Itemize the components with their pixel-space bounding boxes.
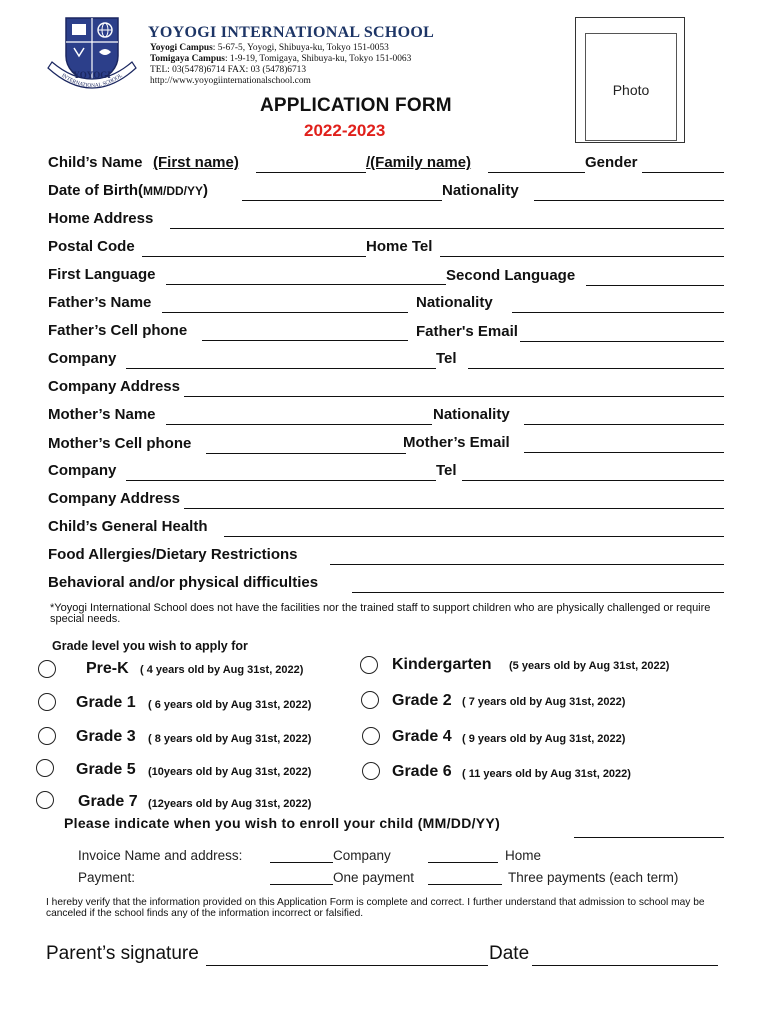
radio-grade-6[interactable]: [362, 762, 380, 780]
grade-5-age: (10years old by Aug 31st, 2022): [148, 766, 312, 778]
tel-fax: TEL: 03(5478)6714 FAX: 03 (5478)6713: [150, 65, 307, 75]
payment-label: Payment:: [78, 870, 136, 885]
family-name-input[interactable]: [488, 172, 585, 173]
first-name-label: (First name): [153, 154, 239, 171]
parent-signature-input[interactable]: [206, 965, 488, 966]
form-title: APPLICATION FORM: [260, 95, 452, 116]
family-name-label: /(Family name): [366, 154, 472, 171]
grade-4-age: ( 9 years old by Aug 31st, 2022): [462, 733, 626, 745]
first-name-input[interactable]: [256, 172, 366, 173]
grade-7-label: Grade 7: [78, 793, 138, 810]
verification-statement: I hereby verify that the information provided on this Application Form is complete and correct. I further understand that admission to school may be canceled if the school finds any of the information incorrect or falsified.: [46, 897, 705, 919]
dob-label: Date of Birth(MM/DD/YY): [48, 182, 208, 199]
first-language-label: First Language: [48, 266, 156, 283]
postal-code-input[interactable]: [142, 256, 366, 257]
home-address-input[interactable]: [170, 228, 724, 229]
mother-company-address-input[interactable]: [184, 508, 724, 509]
home-address-label: Home Address: [48, 210, 154, 227]
postal-code-label: Postal Code: [48, 238, 135, 255]
mothers-cell-input[interactable]: [206, 453, 406, 454]
school-logo: [44, 12, 140, 98]
photo-frame[interactable]: [585, 33, 677, 141]
grade-kindergarten-age: (5 years old by Aug 31st, 2022): [509, 660, 670, 672]
fathers-name-label: Father’s Name: [48, 294, 152, 311]
mothers-email-input[interactable]: [524, 452, 724, 453]
general-health-input[interactable]: [224, 536, 724, 537]
grade-pre-k-label: Pre-K: [86, 660, 129, 677]
mothers-name-input[interactable]: [166, 424, 432, 425]
grade-7-age: (12years old by Aug 31st, 2022): [148, 798, 312, 810]
father-company-label: Company: [48, 350, 117, 367]
radio-grade-5[interactable]: [36, 759, 54, 777]
enroll-date-label: Please indicate when you wish to enroll your child (MM/DD/YY): [64, 815, 501, 831]
child-name-label: Child’s Name: [48, 154, 143, 171]
three-payments-check[interactable]: [428, 884, 502, 885]
radio-grade-4[interactable]: [362, 727, 380, 745]
radio-kindergarten[interactable]: [360, 656, 378, 674]
radio-pre-k[interactable]: [38, 660, 56, 678]
home-tel-input[interactable]: [440, 256, 724, 257]
invoice-home-label: Home: [505, 848, 542, 863]
yoyogi-campus: Yoyogi Campus: 5-67-5, Yoyogi, Shibuya-ku, Tokyo 151-0053: [150, 43, 389, 53]
website: http://www.yoyogiinternationalschool.com: [150, 76, 311, 86]
invoice-company-label: Company: [333, 848, 391, 863]
grade-6-age: ( 11 years old by Aug 31st, 2022): [462, 768, 631, 780]
food-allergies-input[interactable]: [330, 564, 724, 565]
first-language-input[interactable]: [166, 284, 446, 285]
grade-5-label: Grade 5: [76, 761, 136, 778]
logo-text-top: YOYOGI: [73, 70, 111, 80]
parent-signature-label: Parent’s signature: [46, 943, 199, 964]
radio-grade-7[interactable]: [36, 791, 54, 809]
school-name: YOYOGI INTERNATIONAL SCHOOL: [148, 24, 435, 41]
mothers-cell-label: Mother’s Cell phone: [48, 435, 192, 452]
grade-pre-k-age: ( 4 years old by Aug 31st, 2022): [140, 664, 304, 676]
gender-input[interactable]: [642, 172, 724, 173]
mother-company-label: Company: [48, 462, 117, 479]
general-health-label: Child’s General Health: [48, 518, 208, 535]
form-year: 2022-2023: [304, 121, 386, 140]
behavioral-input[interactable]: [352, 592, 724, 593]
invoice-home-check[interactable]: [428, 862, 498, 863]
grade-2-age: ( 7 years old by Aug 31st, 2022): [462, 696, 626, 708]
second-language-label: Second Language: [446, 267, 576, 284]
food-allergies-label: Food Allergies/Dietary Restrictions: [48, 546, 298, 563]
mother-nationality-input[interactable]: [524, 424, 724, 425]
second-language-input[interactable]: [586, 285, 724, 286]
grade-kindergarten-label: Kindergarten: [392, 656, 492, 673]
mother-company-address-label: Company Address: [48, 490, 180, 507]
mothers-name-label: Mother’s Name: [48, 406, 156, 423]
grade-6-label: Grade 6: [392, 763, 452, 780]
signature-date-input[interactable]: [532, 965, 718, 966]
three-payments-label: Three payments (each term): [508, 870, 679, 885]
signature-date-label: Date: [489, 943, 530, 964]
grade-3-label: Grade 3: [76, 728, 136, 745]
father-company-tel-label: Tel: [436, 350, 457, 367]
grade-1-label: Grade 1: [76, 694, 136, 711]
mother-nationality-label: Nationality: [433, 406, 510, 423]
fathers-cell-input[interactable]: [202, 340, 408, 341]
grade-level-title: Grade level you wish to apply for: [52, 639, 248, 653]
father-nationality-input[interactable]: [512, 312, 724, 313]
fathers-email-input[interactable]: [520, 341, 724, 342]
mother-company-tel-input[interactable]: [462, 480, 724, 481]
tomigaya-campus: Tomigaya Campus: 1-9-19, Tomigaya, Shibuya-ku, Tokyo 151-0063: [150, 54, 412, 64]
photo-label: Photo: [612, 82, 650, 98]
fathers-name-input[interactable]: [162, 312, 408, 313]
father-company-tel-input[interactable]: [468, 368, 724, 369]
special-needs-note: *Yoyogi International School does not have the facilities nor the trained staff to support children who are physically challenged or require special needs.: [50, 602, 711, 625]
gender-label: Gender: [585, 154, 638, 171]
father-company-address-input[interactable]: [184, 396, 724, 397]
photo-box: [575, 17, 685, 143]
fathers-cell-label: Father’s Cell phone: [48, 322, 188, 339]
radio-grade-2[interactable]: [361, 691, 379, 709]
grade-2-label: Grade 2: [392, 692, 452, 709]
child-nationality-label: Nationality: [442, 182, 519, 199]
logo-text-bottom: INTERNATIONAL SCHOOL: [60, 72, 124, 90]
father-company-input[interactable]: [126, 368, 436, 369]
behavioral-label: Behavioral and/or physical difficulties: [48, 574, 319, 591]
mother-company-tel-label: Tel: [436, 462, 457, 479]
grade-4-label: Grade 4: [392, 728, 452, 745]
one-payment-label: One payment: [333, 870, 415, 885]
child-nationality-input[interactable]: [534, 200, 724, 201]
invoice-company-check[interactable]: [270, 862, 333, 863]
dob-input[interactable]: [242, 200, 442, 201]
grade-1-age: ( 6 years old by Aug 31st, 2022): [148, 699, 312, 711]
one-payment-check[interactable]: [270, 884, 333, 885]
grade-3-age: ( 8 years old by Aug 31st, 2022): [148, 733, 312, 745]
enroll-date-input[interactable]: [574, 837, 724, 838]
invoice-label: Invoice Name and address:: [78, 848, 243, 863]
father-company-address-label: Company Address: [48, 378, 180, 395]
mothers-email-label: Mother’s Email: [403, 434, 510, 451]
father-nationality-label: Nationality: [416, 294, 493, 311]
radio-grade-1[interactable]: [38, 693, 56, 711]
fathers-email-label: Father's Email: [416, 323, 518, 340]
radio-grade-3[interactable]: [38, 727, 56, 745]
home-tel-label: Home Tel: [366, 238, 433, 255]
mother-company-input[interactable]: [126, 480, 436, 481]
